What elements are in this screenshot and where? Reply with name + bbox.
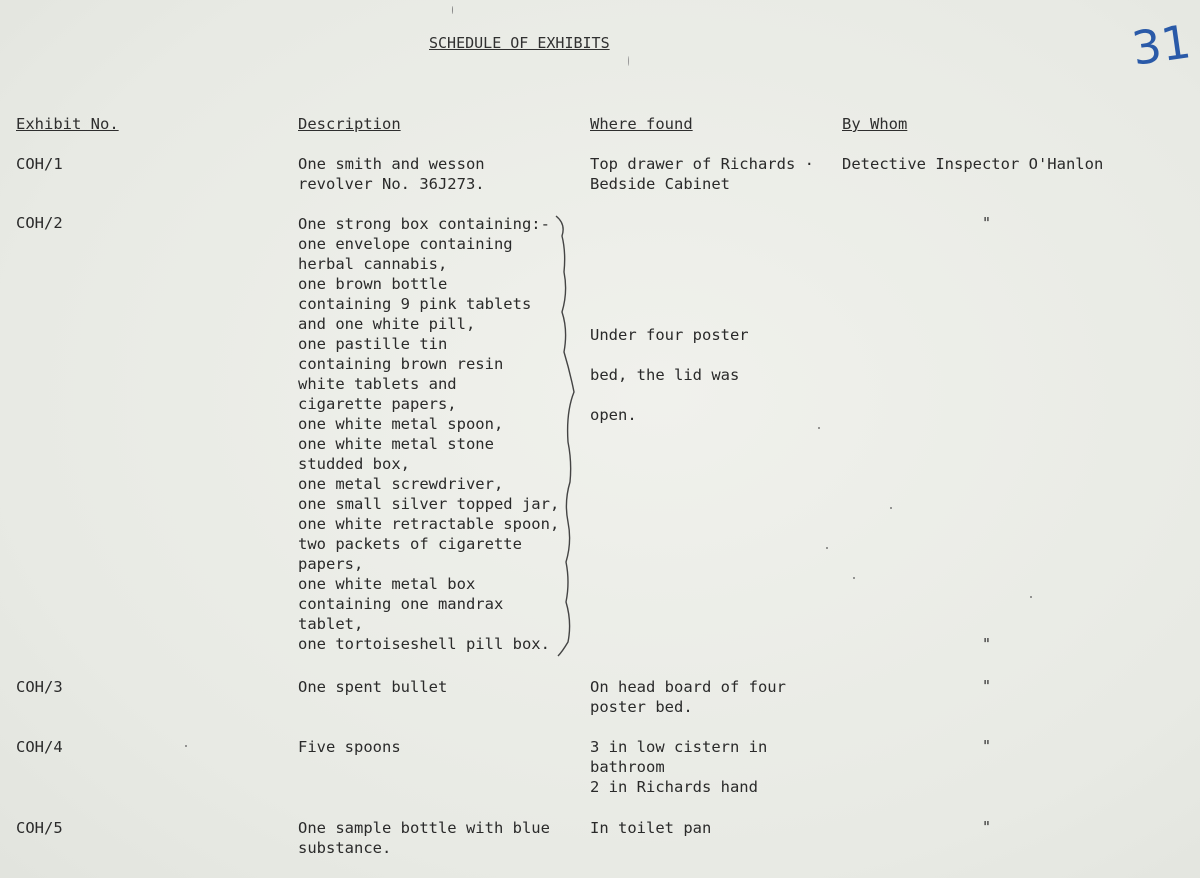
paper-speck	[853, 577, 855, 579]
row-5-where-found: In toilet pan	[590, 819, 712, 837]
document-title: SCHEDULE OF EXHIBITS	[429, 34, 610, 52]
row-2-description: One strong box containing:- one envelope containing herbal cannabis, one brown bottle containing 9 pink tablets and one white pill, one pastille tin containing brown resin white tablets and cigarette papers, one white metal spoon, one white metal stone studded box, one metal screwdriver, one small silver topped jar, one white retractable spoon, two packets of cigarette papers, one white metal box containing one mandrax tablet, one tortoiseshell pill box.	[298, 215, 560, 653]
row-1-where-found: Top drawer of Richards · Bedside Cabinet	[590, 155, 814, 193]
row-4-description: Five spoons	[298, 738, 401, 756]
paper-speck	[185, 745, 187, 747]
row-2-exhibit: COH/2	[16, 214, 63, 232]
row-3-exhibit: COH/3	[16, 678, 63, 696]
paper-speck	[890, 507, 892, 509]
row-5-by-whom-ditto: "	[982, 818, 992, 836]
row-3-description: One spent bullet	[298, 678, 448, 696]
row-5-description: One sample bottle with blue substance.	[298, 819, 550, 857]
row-3-where-found: On head board of four poster bed.	[590, 678, 786, 716]
row-1-exhibit: COH/1	[16, 155, 63, 173]
row-2-where-found: Under four poster bed, the lid was open.	[590, 326, 749, 424]
row-1-by-whom: Detective Inspector O'Hanlon	[842, 155, 1104, 173]
header-description: Description	[298, 115, 401, 133]
handwritten-folio-number: 31	[1128, 14, 1195, 76]
row-4-exhibit: COH/4	[16, 738, 63, 756]
paper-speck	[826, 547, 828, 549]
row-5-exhibit: COH/5	[16, 819, 63, 837]
header-exhibit-no: Exhibit No.	[16, 115, 119, 133]
paper-mark	[452, 6, 453, 14]
paper-speck	[1030, 596, 1032, 598]
row-4-by-whom-ditto: "	[982, 737, 992, 755]
paper-mark	[628, 56, 629, 66]
paper-speck	[818, 427, 820, 429]
description-bracket	[552, 212, 580, 658]
row-2-by-whom-ditto-bottom: "	[982, 635, 992, 653]
header-by-whom: By Whom	[842, 115, 908, 133]
header-where-found: Where found	[590, 115, 693, 133]
row-3-by-whom-ditto: "	[982, 677, 992, 695]
row-2-by-whom-ditto-top: "	[982, 214, 992, 232]
row-4-where-found: 3 in low cistern in bathroom 2 in Richards hand	[590, 738, 768, 796]
row-1-description: One smith and wesson revolver No. 36J273.	[298, 155, 485, 193]
